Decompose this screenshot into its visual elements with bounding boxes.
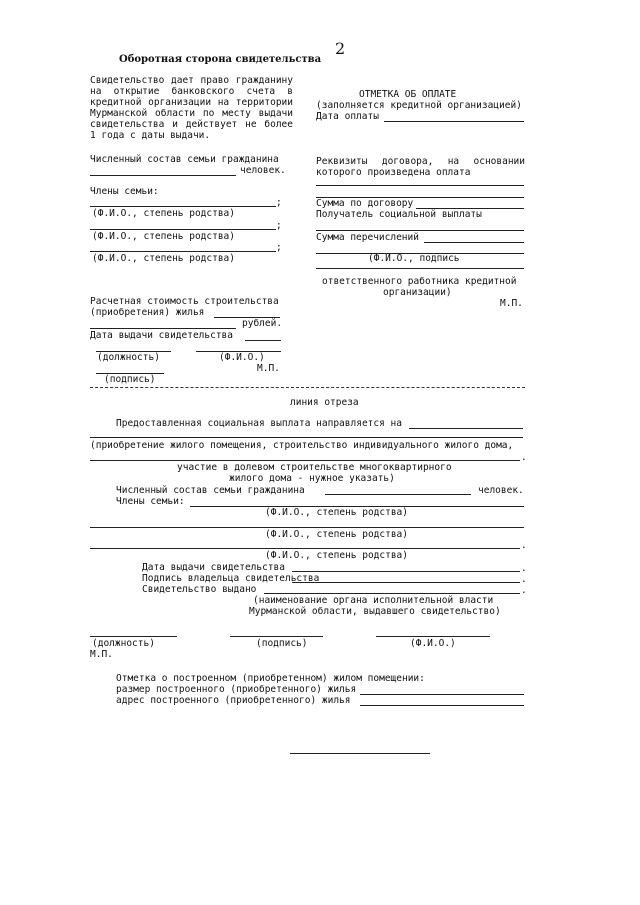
position-caption-bottom: (должность) <box>92 638 155 649</box>
dot: . <box>521 452 527 463</box>
fio-caption: (Ф.И.О.) <box>219 352 265 363</box>
owner-signature-label: Подпись владельца свидетельства <box>142 573 320 584</box>
payment-direction-label: Предоставленная социальная выплата направляется на <box>116 418 402 429</box>
description-line: 1 года с даты выдачи. <box>90 130 211 141</box>
payment-mark-subtitle: (заполняется кредитной организацией) <box>316 100 522 111</box>
description-line: на открытие банковского счета в <box>90 86 293 97</box>
recipient-field[interactable] <box>316 230 524 231</box>
purpose-field[interactable] <box>90 460 520 461</box>
cut-line-dashes <box>90 387 525 388</box>
family-count-field[interactable] <box>90 175 236 176</box>
recipient-label: Получатель социальной выплаты <box>316 209 482 220</box>
family-count-field-bottom[interactable] <box>325 494 471 495</box>
purpose-caption-3: жилого дома - нужное указать) <box>229 473 395 484</box>
transfer-sum-label: Сумма перечислений <box>316 232 419 243</box>
owner-signature-field[interactable] <box>292 582 520 583</box>
page-number: 2 <box>335 39 346 58</box>
family-members-label-bottom: Члены семьи: <box>116 496 185 507</box>
fio-field-bottom[interactable] <box>376 636 490 637</box>
description-line: кредитной организации на территории <box>90 97 293 108</box>
contract-details-label-2: которого произведена оплата <box>316 167 471 178</box>
estimated-cost-field-b[interactable] <box>90 328 236 329</box>
issuing-authority-caption-1: (наименование органа исполнительной власти <box>253 595 494 606</box>
payment-direction-field-2[interactable] <box>90 437 523 438</box>
dot: . <box>521 585 527 596</box>
persons-label-bottom: человек. <box>478 485 524 496</box>
description-line: Мурманской области по месту выдачи <box>90 108 293 119</box>
description-line: Свидетельство дает право гражданину <box>90 75 293 86</box>
built-housing-address-field[interactable] <box>360 705 524 706</box>
payment-mark-title: ОТМЕТКА ОБ ОПЛАТЕ <box>359 89 457 100</box>
issued-by-label: Свидетельство выдано <box>142 584 257 595</box>
issue-date-field[interactable] <box>245 340 281 341</box>
transfer-sum-field[interactable] <box>424 242 524 243</box>
estimated-cost-label-2: (приобретения) жилья <box>90 307 205 318</box>
built-housing-mark-label: Отметка о построенном (приобретенном) жилом помещении: <box>116 673 425 684</box>
cut-line-label: линия отреза <box>290 397 359 408</box>
issue-date-label: Дата выдачи свидетельства <box>90 330 233 341</box>
built-housing-address-label: адрес построенного (приобретенного) жилья <box>116 695 351 706</box>
family-member-field-bottom[interactable] <box>90 527 524 528</box>
built-housing-size-label: размер построенного (приобретенного) жилья <box>116 684 357 695</box>
family-members-label: Члены семьи: <box>90 186 159 197</box>
signature-caption-bottom: (подпись) <box>256 638 308 649</box>
back-side-heading: Оборотная сторона свидетельства <box>119 54 322 65</box>
fio-degree-caption-bottom: (Ф.И.О., степень родства) <box>265 529 408 540</box>
family-member-field-bottom[interactable] <box>90 548 520 549</box>
dot: . <box>521 574 527 585</box>
fio-caption-bottom: (Ф.И.О.) <box>410 638 456 649</box>
rubles-label: рублей. <box>242 318 283 329</box>
semicolon: ; <box>276 242 282 253</box>
family-member-field[interactable] <box>90 229 276 230</box>
estimated-cost-label: Расчетная стоимость строительства <box>90 296 279 307</box>
fio-degree-caption: (Ф.И.О., степень родства) <box>92 208 235 219</box>
responsible-employee-caption: ответственного работника кредитной <box>322 276 517 287</box>
payment-date-label: Дата оплаты <box>316 111 379 122</box>
purpose-caption-2: участие в долевом строительстве многоквартирного <box>177 462 452 473</box>
purpose-caption-1: (приобретение жилого помещения, строительство индивидуального жилого дома, <box>90 440 514 451</box>
semicolon: ; <box>276 197 282 208</box>
family-count-label: Численный состав семьи гражданина <box>90 154 279 165</box>
fio-degree-caption-bottom: (Ф.И.О., степень родства) <box>265 550 408 561</box>
issuing-authority-caption-2: Мурманской области, выдавшего свидетельство) <box>249 606 501 617</box>
stamp-place-bottom: М.П. <box>90 649 113 660</box>
issue-date-label-bottom: Дата выдачи свидетельства <box>142 562 285 573</box>
organization-caption: организации) <box>383 287 452 298</box>
signature-field-bottom[interactable] <box>230 636 323 637</box>
semicolon: ; <box>276 220 282 231</box>
signature-caption: (подпись) <box>104 374 156 385</box>
issue-date-field-bottom[interactable] <box>292 571 520 572</box>
dot: . <box>521 540 527 551</box>
family-count-label-bottom: Численный состав семьи гражданина <box>116 485 305 496</box>
family-member-field[interactable] <box>90 251 276 252</box>
position-field-bottom[interactable] <box>90 636 177 637</box>
stamp-place-right: М.П. <box>500 298 523 309</box>
fio-degree-caption-bottom: (Ф.И.О., степень родства) <box>265 507 408 518</box>
payment-direction-field[interactable] <box>409 428 523 429</box>
family-member-field[interactable] <box>90 206 276 207</box>
responsible-sign-field-2[interactable] <box>316 268 524 269</box>
dot: . <box>521 563 527 574</box>
fio-degree-caption: (Ф.И.О., степень родства) <box>92 253 235 264</box>
contract-details-label: Реквизиты договора, на основании <box>316 156 525 167</box>
stamp-place: М.П. <box>257 363 280 374</box>
built-housing-size-field[interactable] <box>360 694 524 695</box>
fio-degree-caption: (Ф.И.О., степень родства) <box>92 231 235 242</box>
payment-date-field[interactable] <box>384 121 524 122</box>
contract-sum-label: Сумма по договору <box>316 198 414 209</box>
position-caption: (должность) <box>97 352 160 363</box>
closing-line <box>290 753 430 754</box>
contract-details-field[interactable] <box>316 185 524 186</box>
persons-label: человек. <box>240 165 286 176</box>
fio-signature-caption: (Ф.И.О., подпись <box>368 253 460 264</box>
description-line: свидетельства и действует не более <box>90 119 293 130</box>
issued-by-field[interactable] <box>264 593 520 594</box>
